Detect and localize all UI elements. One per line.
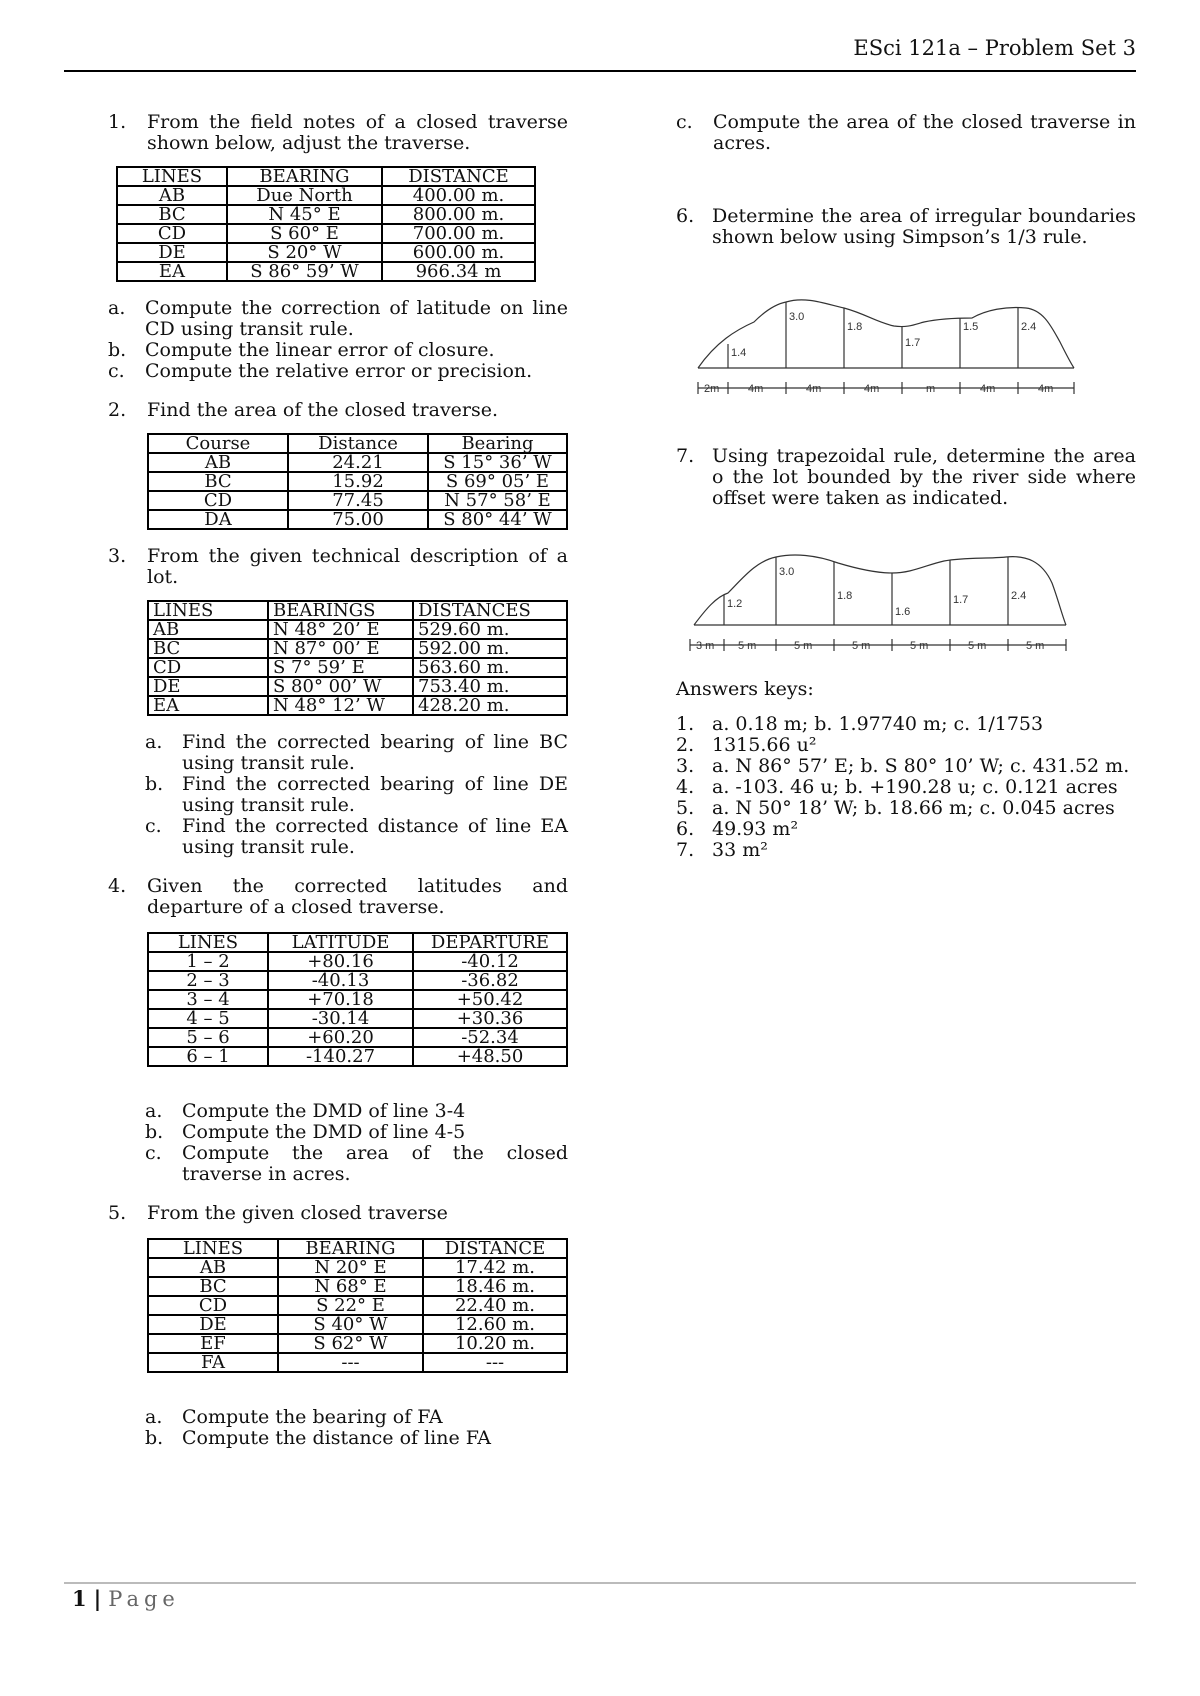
table-row [117,243,535,262]
table-row [148,1334,567,1353]
table-cell: +48.50 [413,1047,567,1066]
table-cell: BC [148,639,268,658]
part-label: c. [145,1142,162,1164]
answer-number: 4. [676,776,695,798]
question-6 [676,206,1136,248]
table-header-cell: LINES [117,167,227,186]
answer-item [676,735,1136,756]
table-cell: DA [148,510,288,529]
table-cell: 18.46 m. [423,1277,567,1296]
q5-part-a [145,1407,568,1428]
table-cell: -52.34 [413,1028,567,1047]
table-header-cell: LINES [148,1239,278,1258]
table-cell: +30.36 [413,1009,567,1028]
offset-label: 1.7 [905,337,921,349]
answer-item [676,777,1136,798]
part-text: Compute the relative error or precision. [145,360,533,382]
table-row [148,1296,567,1315]
answer-item [676,714,1136,735]
table-cell: DE [117,243,227,262]
q4-part-c [145,1143,568,1185]
spacing-label: 4m [980,383,996,395]
table-cell: 2 – 3 [148,971,268,990]
table-row [148,1258,567,1277]
table-row [148,990,567,1009]
table-cell: 24.21 [288,453,428,472]
table-cell: 529.60 m. [413,620,567,639]
table-cell: N 68° E [278,1277,423,1296]
question-number: 6. [676,205,695,227]
table-cell: +80.16 [268,952,413,971]
q1-table [116,166,536,282]
table-cell: 428.20 m. [413,696,567,715]
part-text: Compute the correction of latitude on line CD using transit rule. [145,297,568,340]
page-number: 1 [72,1586,88,1611]
q3-part-c [145,816,568,858]
spacing-label: 4m [864,383,880,395]
table-cell: +60.20 [268,1028,413,1047]
table-row [117,186,535,205]
table-header-row [148,933,567,952]
table-header-cell: DEPARTURE [413,933,567,952]
table-cell: CD [117,224,227,243]
part-label: a. [145,731,163,753]
offset-label: 1.4 [731,347,747,359]
table-cell: S 60° E [227,224,382,243]
table-cell: 400.00 m. [382,186,535,205]
table-cell: -40.12 [413,952,567,971]
table-header-cell: LINES [148,601,268,620]
table-row [148,1277,567,1296]
part-text: Compute the bearing of FA [182,1406,443,1428]
table-row [148,677,567,696]
table-cell: EA [148,696,268,715]
table-row [148,1047,567,1066]
table-cell: BC [148,1277,278,1296]
table-header-cell: DISTANCE [382,167,535,186]
answer-number: 7. [676,839,695,861]
table-header-cell: Distance [288,434,428,453]
offset-label: 3.0 [789,311,805,323]
table-cell: CD [148,1296,278,1315]
table-row [148,658,567,677]
part-text: Compute the DMD of line 4-5 [182,1121,466,1143]
table-cell: N 87° 00’ E [268,639,413,658]
table-cell: AB [117,186,227,205]
q5-part-c [676,112,1136,154]
question-text: Determine the area of irregular boundaries shown below using Simpson’s 1/3 rule. [712,205,1136,248]
right-column [676,112,1136,861]
spacing-label: 5 m [738,640,757,652]
part-text: Compute the linear error of closure. [145,339,495,361]
table-cell: 15.92 [288,472,428,491]
table-cell: --- [278,1353,423,1372]
spacing-label: 5 m [968,640,987,652]
spacing-label: m [926,383,936,395]
table-cell: 1 – 2 [148,952,268,971]
part-label: c. [676,111,693,133]
part-text: Compute the distance of line FA [182,1427,492,1449]
answer-text: a. 0.18 m; b. 1.97740 m; c. 1/1753 [712,713,1044,735]
question-1 [108,112,568,154]
offset-label: 1.8 [837,590,853,602]
table-cell: N 48° 12’ W [268,696,413,715]
q4-part-b [145,1122,568,1143]
q3-table [147,600,568,716]
table-header-cell: DISTANCES [413,601,567,620]
spacing-label: 5 m [794,640,813,652]
part-label: b. [145,1427,164,1449]
answer-number: 6. [676,818,695,840]
spacing-label: 3 m [696,640,715,652]
table-cell: 5 – 6 [148,1028,268,1047]
table-cell: EA [117,262,227,281]
table-cell: S 20° W [227,243,382,262]
table-cell: S 62° W [278,1334,423,1353]
question-number: 7. [676,445,695,467]
table-cell: AB [148,453,288,472]
part-label: a. [145,1406,163,1428]
q4-table [147,932,568,1067]
table-cell: S 22° E [278,1296,423,1315]
table-row [148,620,567,639]
table-header-cell: Course [148,434,288,453]
table-header-cell: BEARING [278,1239,423,1258]
q1-part-b [108,340,568,361]
question-2 [108,400,568,421]
answer-number: 5. [676,797,695,819]
answer-text: 1315.66 u² [712,734,817,756]
page-word: Page [108,1587,180,1611]
table-cell: FA [148,1353,278,1372]
table-header-cell: BEARING [227,167,382,186]
part-text: Compute the area of the closed traverse in acres. [713,111,1136,154]
answer-item [676,819,1136,840]
table-row [148,491,567,510]
table-cell: BC [148,472,288,491]
table-cell: N 20° E [278,1258,423,1277]
answer-text: 33 m² [712,839,768,861]
spacing-label: 2m [704,383,720,395]
answer-number: 3. [676,755,695,777]
table-cell: S 40° W [278,1315,423,1334]
part-label: b. [145,773,164,795]
q5-part-b [145,1428,568,1449]
answers-title: Answers keys: [676,678,814,700]
part-text: Find the corrected distance of line EA using transit rule. [182,815,568,858]
spacing-label: 4m [748,383,764,395]
table-cell: -30.14 [268,1009,413,1028]
question-7 [676,446,1136,509]
question-number: 5. [108,1202,127,1224]
table-header-row [148,601,567,620]
table-cell: S 86° 59’ W [227,262,382,281]
part-text: Compute the area of the closed traverse in acres. [182,1142,568,1185]
offset-label: 1.6 [895,606,911,618]
table-header-cell: BEARINGS [268,601,413,620]
table-cell: S 7° 59’ E [268,658,413,677]
footer-divider [64,1582,1136,1584]
table-cell: 3 – 4 [148,990,268,1009]
table-cell: N 57° 58’ E [428,491,567,510]
table-row [117,205,535,224]
table-cell: 700.00 m. [382,224,535,243]
table-cell: 17.42 m. [423,1258,567,1277]
q7-figure [676,539,1136,669]
table-header-cell: LATITUDE [268,933,413,952]
table-cell: S 80° 00’ W [268,677,413,696]
page-header-title: ESci 121a – Problem Set 3 [853,36,1136,60]
table-header-row [117,167,535,186]
spacing-label: 4m [1038,383,1054,395]
table-cell: 22.40 m. [423,1296,567,1315]
table-row [148,696,567,715]
table-header-row [148,434,567,453]
table-cell: --- [423,1353,567,1372]
table-row [148,1315,567,1334]
table-row [148,1009,567,1028]
part-label: a. [108,297,126,319]
table-cell: EF [148,1334,278,1353]
spacing-label: 4m [806,383,822,395]
table-cell: 563.60 m. [413,658,567,677]
table-cell: Due North [227,186,382,205]
table-row [148,453,567,472]
question-text: Using trapezoidal rule, determine the area o the lot bounded by the river side where offset were taken as indicated. [712,445,1136,509]
question-number: 4. [108,875,127,897]
offset-label: 1.2 [727,598,743,610]
part-label: c. [145,815,162,837]
table-cell: 800.00 m. [382,205,535,224]
q1-part-a [108,298,568,340]
table-cell: 4 – 5 [148,1009,268,1028]
table-row [148,510,567,529]
table-cell: S 80° 44’ W [428,510,567,529]
answer-text: a. N 50° 18’ W; b. 18.66 m; c. 0.045 acres [712,797,1115,819]
q3-part-b [145,774,568,816]
table-row [148,472,567,491]
table-cell: 75.00 [288,510,428,529]
table-cell: S 15° 36’ W [428,453,567,472]
table-header-cell: Bearing [428,434,567,453]
part-text: Find the corrected bearing of line BC using transit rule. [182,731,568,774]
answer-item [676,840,1136,861]
table-cell: N 45° E [227,205,382,224]
table-cell: N 48° 20’ E [268,620,413,639]
answer-text: a. -103. 46 u; b. +190.28 u; c. 0.121 acres [712,776,1118,798]
part-text: Find the corrected bearing of line DE using transit rule. [182,773,568,816]
table-cell: BC [117,205,227,224]
table-cell: 753.40 m. [413,677,567,696]
table-row [148,1028,567,1047]
question-text: From the given closed traverse [147,1202,448,1224]
answer-item [676,756,1136,777]
table-cell: CD [148,658,268,677]
q4-part-a [145,1101,568,1122]
table-cell: 6 – 1 [148,1047,268,1066]
q5-table [147,1238,568,1373]
table-cell: -140.27 [268,1047,413,1066]
spacing-label: 5 m [852,640,871,652]
table-header-cell: LINES [148,933,268,952]
table-cell: DE [148,1315,278,1334]
answer-number: 1. [676,713,695,735]
table-cell: CD [148,491,288,510]
spacing-label: 5 m [910,640,929,652]
table-row [148,1353,567,1372]
offset-label: 2.4 [1011,590,1027,602]
spacing-label: 5 m [1026,640,1045,652]
q1-part-c [108,361,568,382]
table-cell: -36.82 [413,971,567,990]
part-text: Compute the DMD of line 3-4 [182,1100,466,1122]
question-text: Given the corrected latitudes and departure of a closed traverse. [147,875,568,918]
question-5 [108,1203,568,1224]
table-row [117,224,535,243]
answer-text: a. N 86° 57’ E; b. S 80° 10’ W; c. 431.52 m. [712,755,1130,777]
table-cell: AB [148,620,268,639]
table-cell: 77.45 [288,491,428,510]
table-cell: 12.60 m. [423,1315,567,1334]
table-cell: +70.18 [268,990,413,1009]
offset-label: 1.7 [953,594,969,606]
table-row [148,971,567,990]
answer-item [676,798,1136,819]
answers-list [676,714,1136,861]
offset-label: 1.8 [847,321,863,333]
part-label: c. [108,360,125,382]
q6-figure [676,282,1136,412]
table-cell: DE [148,677,268,696]
question-4 [108,876,568,918]
table-header-row [148,1239,567,1258]
table-cell: AB [148,1258,278,1277]
page-header [64,30,1136,72]
table-row [148,639,567,658]
question-text: From the field notes of a closed traverse shown below, adjust the traverse. [147,111,568,154]
offset-label: 2.4 [1021,321,1037,333]
question-number: 3. [108,545,127,567]
question-number: 2. [108,399,127,421]
offset-label: 1.5 [963,321,979,333]
offset-label: 3.0 [779,566,795,578]
left-column [108,112,568,1449]
page-footer [72,1586,180,1611]
q2-table [147,433,568,530]
part-label: a. [145,1100,163,1122]
part-label: b. [108,339,127,361]
table-cell: -40.13 [268,971,413,990]
table-row [117,262,535,281]
question-number: 1. [108,111,127,133]
answer-text: 49.93 m² [712,818,799,840]
footer-separator: | [93,1586,103,1611]
part-label: b. [145,1121,164,1143]
question-text: Find the area of the closed traverse. [147,399,499,421]
table-cell: 600.00 m. [382,243,535,262]
q3-part-a [145,732,568,774]
answer-number: 2. [676,734,695,756]
question-3 [108,546,568,588]
question-text: From the given technical description of a lot. [147,545,568,588]
table-row [148,952,567,971]
table-cell: 10.20 m. [423,1334,567,1353]
table-cell: 966.34 m [382,262,535,281]
table-cell: S 69° 05’ E [428,472,567,491]
table-cell: +50.42 [413,990,567,1009]
table-header-cell: DISTANCE [423,1239,567,1258]
table-cell: 592.00 m. [413,639,567,658]
